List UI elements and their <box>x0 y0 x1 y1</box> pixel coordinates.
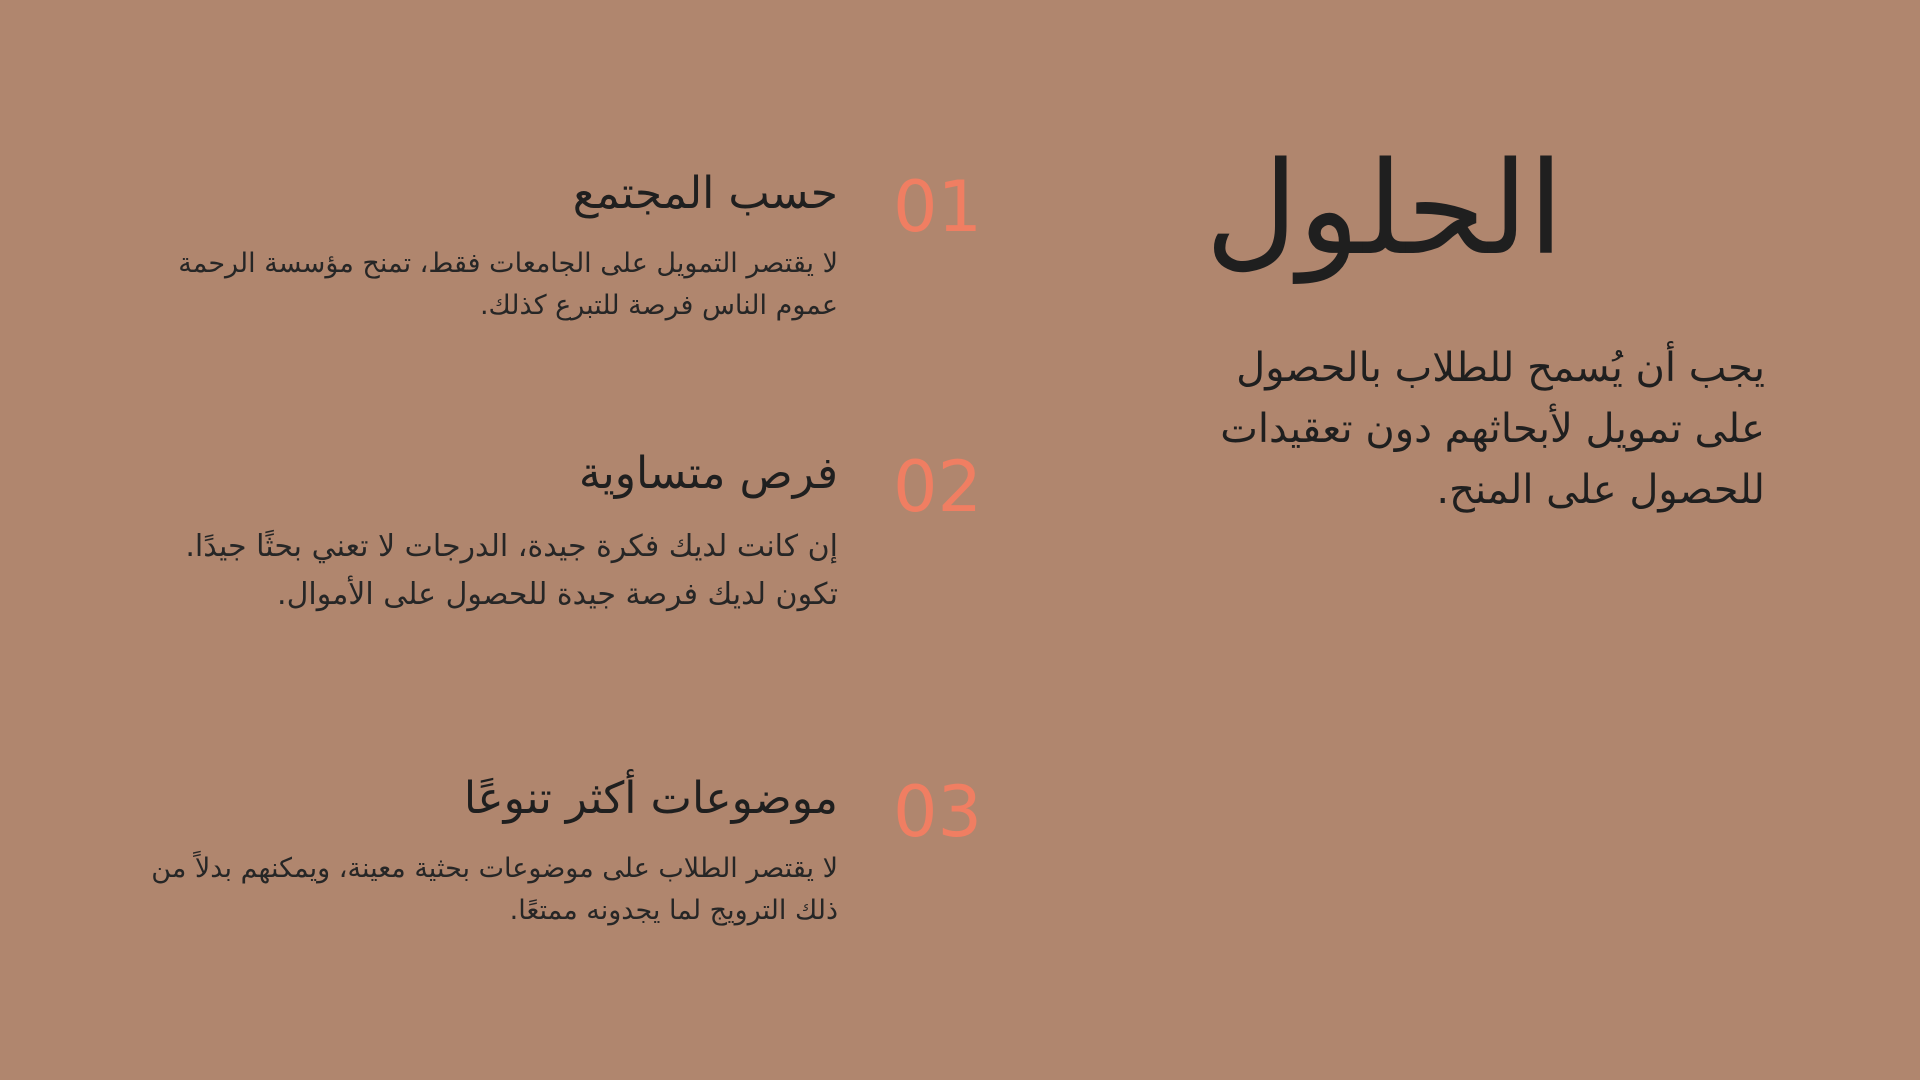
solution-item-3 <box>138 773 838 932</box>
item-heading: فرص متساوية <box>578 448 838 499</box>
slide-subtitle: يجب أن يُسمح للطلاب بالحصول على تمويل لأبحاثهم دون تعقيدات للحصول على المنح. <box>1220 345 1765 513</box>
item-number-03: 03 <box>893 771 983 853</box>
item-description: لا يقتصر التمويل على الجامعات فقط، تمنح مؤسسة الرحمة عموم الناس فرصة للتبرع كذلك. <box>178 247 838 321</box>
solution-item-2 <box>138 448 838 619</box>
item-number-01: 01 <box>893 166 983 248</box>
item-description: لا يقتصر الطلاب على موضوعات بحثية معينة، ويمكنهم بدلاً من ذلك الترويج لما يجدونه ممتعًا. <box>151 852 838 926</box>
item-heading: موضوعات أكثر تنوعًا <box>463 773 838 824</box>
item-number-02: 02 <box>893 446 983 528</box>
solution-item-1 <box>138 168 838 327</box>
slide-title: الحلول <box>1205 135 1564 284</box>
item-heading: حسب المجتمع <box>572 168 838 219</box>
item-description: إن كانت لديك فكرة جيدة، الدرجات لا تعني بحثًا جيدًا. تكون لديك فرصة جيدة للحصول على الأموال. <box>185 528 838 612</box>
